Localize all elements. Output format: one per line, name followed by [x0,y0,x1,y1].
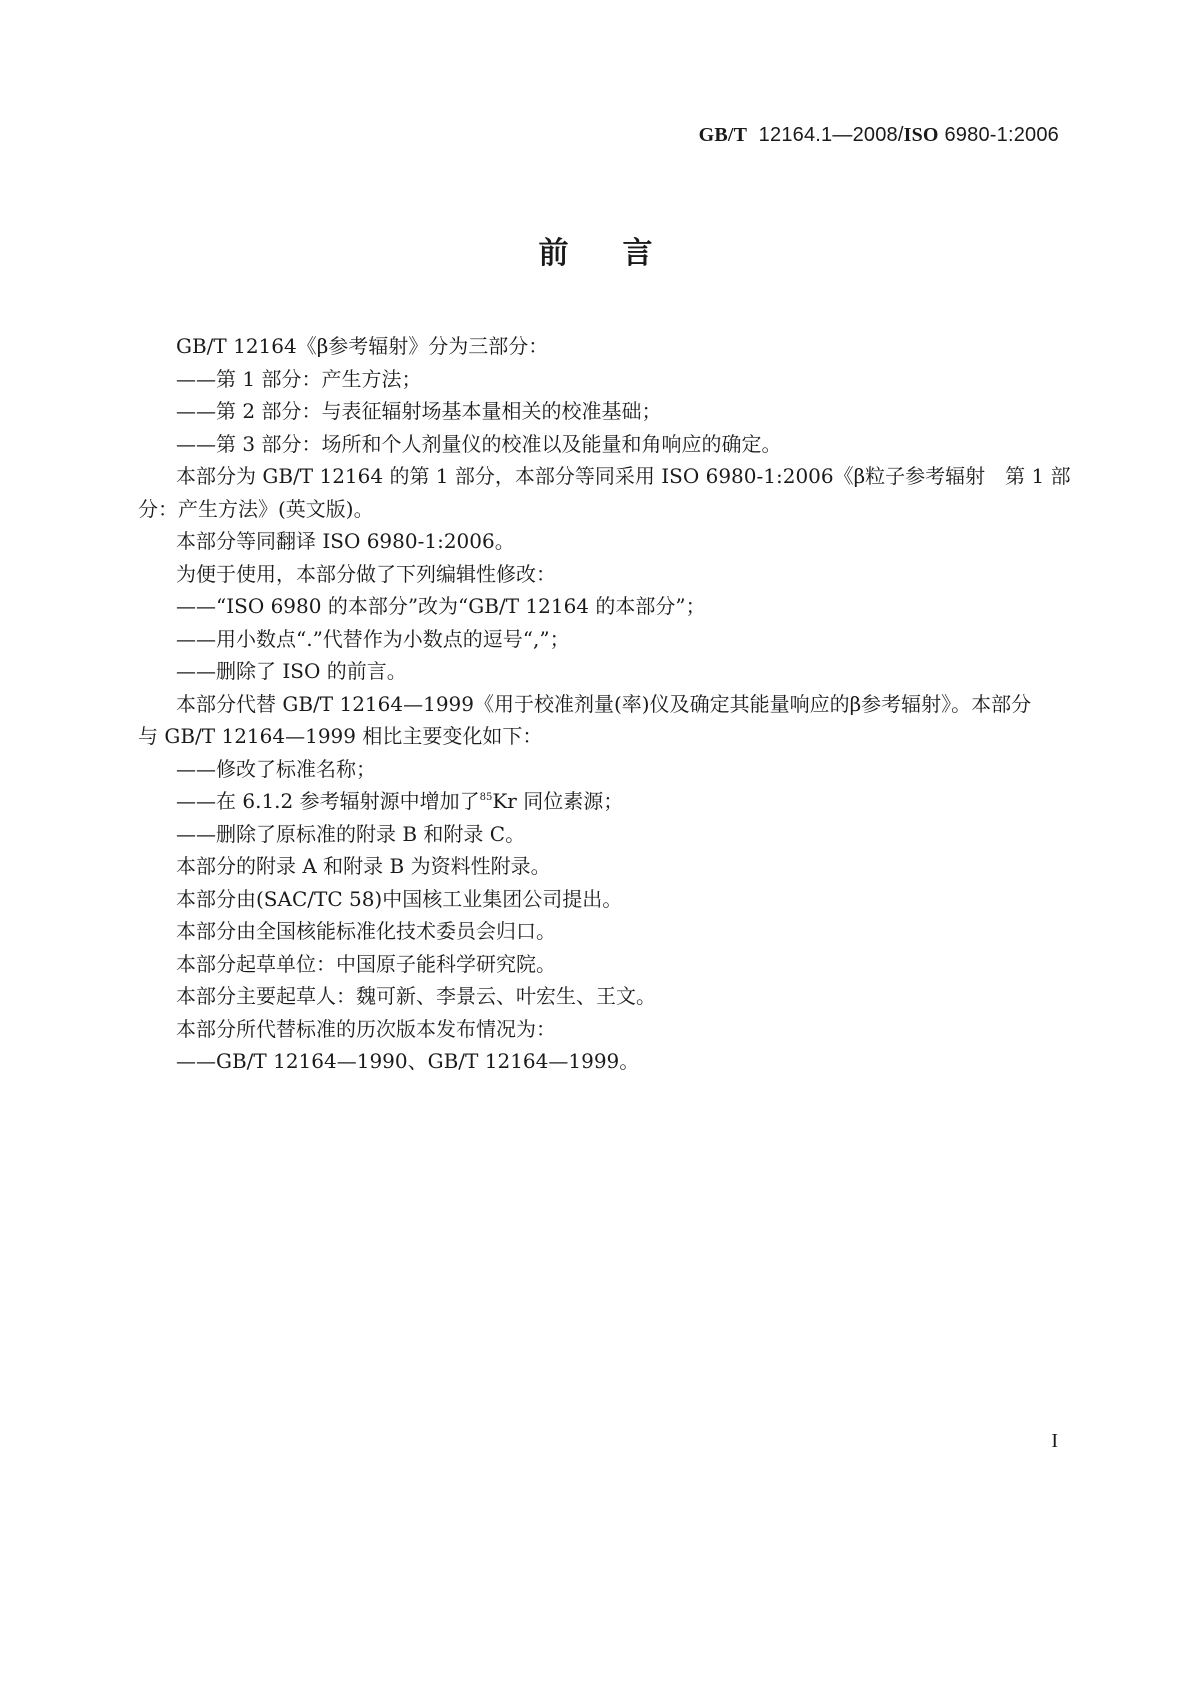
paragraph-annexes: 本部分的附录 A 和附录 B 为资料性附录。 [176,854,551,878]
page-title [0,228,1191,272]
page-number: I [1051,1430,1058,1452]
paragraph-previous-editions: 本部分所代替标准的历次版本发布情况为： [176,1016,556,1041]
standard-code-iso-number: 6980-1:2006 [944,124,1059,146]
list-item-change-1: ——修改了标准名称； [176,756,376,781]
paragraph-centralized-by: 本部分由全国核能标准化技术委员会归口。 [176,919,556,943]
paragraph-proposed-by: 本部分由(SAC/TC 58)中国核工业集团公司提出。 [176,886,623,911]
isotope-mass-number: 85 [479,792,493,803]
list-item-edit-3: ——删除了 ISO 的前言。 [176,659,407,683]
foreword-body [138,330,1071,1078]
list-item-part-3: ——第 3 部分：场所和个人剂量仪的校准以及能量和角响应的确定。 [176,431,782,456]
standard-code-header [699,124,1059,147]
list-item-previous-editions: ——GB/T 12164—1990、GB/T 12164—1999。 [176,1049,640,1073]
standard-code-number: 12164.1—2008/ [758,124,904,146]
list-item-change-3: ——删除了原标准的附录 B 和附录 C。 [176,821,526,846]
paragraph-drafters: 本部分主要起草人：魏可新、李景云、叶宏生、王文。 [176,984,656,1008]
paragraph-translation: 本部分等同翻译 ISO 6980-1:2006。 [176,529,515,553]
list-item-part-2: ——第 2 部分：与表征辐射场基本量相关的校准基础； [176,399,662,423]
list-item-edit-1: ——“ISO 6980 的本部分”改为“GB/T 12164 的本部分”； [176,594,706,618]
standard-code-iso: ISO [903,124,939,146]
list-item-edit-2: ——用小数点“.”代替作为小数点的逗号“,”； [176,626,570,651]
paragraph-replaces-line-1: 本部分代替 GB/T 12164—1999《用于校准剂量(率)仪及确定其能量响应的β参考辐射》。本部分 [176,691,1032,716]
list-item-part-1: ——第 1 部分：产生方法； [176,366,422,391]
paragraph-editorial-intro: 为便于使用，本部分做了下列编辑性修改： [176,561,556,586]
list-item-change-2 [176,785,1062,818]
paragraph-drafting-unit: 本部分起草单位：中国原子能科学研究院。 [176,951,556,976]
page-title-char-1: 前 [538,236,569,271]
paragraph-parts-intro: GB/T 12164《β参考辐射》分为三部分： [176,334,549,358]
paragraph-replaces-line-2: 与 GB/T 12164—1999 相比主要变化如下： [138,724,543,748]
standard-code-prefix: GB/T [698,124,748,146]
change-2-text-before: ——在 6.1.2 参考辐射源中增加了 [176,789,480,813]
change-2-text-after: Kr 同位素源； [492,789,624,813]
paragraph-adoption-line-1: 本部分为 GB/T 12164 的第 1 部分，本部分等同采用 ISO 6980-1:2006《β粒子参考辐射 第 1 部 [176,464,1071,488]
page-title-char-2: 言 [622,236,653,271]
paragraph-adoption-line-2: 分：产生方法》(英文版)。 [138,496,374,521]
